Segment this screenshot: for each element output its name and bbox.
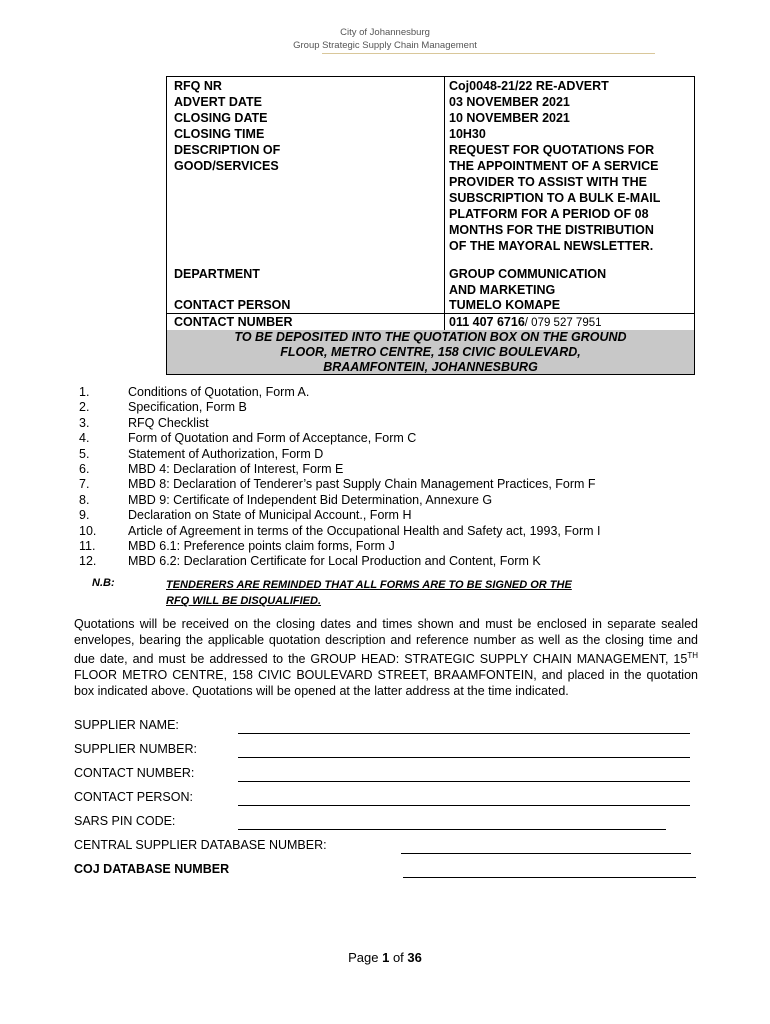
nb-notice: TENDERERS ARE REMINDED THAT ALL FORMS ARE TO BE SIGNED OR THE RFQ WILL BE DISQUALIFIED. [166, 579, 572, 607]
list-item: 9. Declaration on State of Municipal Account., Form H [79, 508, 412, 523]
rfq-nr-label: RFQ NR [174, 79, 222, 93]
advert-date-label: ADVERT DATE [174, 95, 262, 109]
required-forms-list [73, 385, 753, 570]
document-header [0, 26, 770, 52]
coj-database-number-field[interactable] [403, 877, 696, 878]
contact-number-alt: / 079 527 7951 [524, 317, 602, 329]
contact-number-label: CONTACT NUMBER [174, 315, 293, 329]
contact-number-value: 011 407 6716/ 079 527 7951 [449, 315, 602, 329]
department-label: DEPARTMENT [174, 267, 260, 281]
csd-number-label: CENTRAL SUPPLIER DATABASE NUMBER: [74, 838, 327, 852]
closing-date-label: CLOSING DATE [174, 111, 268, 125]
closing-date-value: 10 NOVEMBER 2021 [449, 111, 570, 125]
supplier-number-label: SUPPLIER NUMBER: [74, 742, 197, 756]
header-department: Group Strategic Supply Chain Management [293, 40, 477, 51]
description-label: DESCRIPTION OF GOOD/SERVICES [174, 143, 281, 173]
contact-number-field-label: CONTACT NUMBER: [74, 766, 195, 780]
submission-instructions-paragraph: Quotations will be received on the closing dates and times shown and must be enclosed in separate sealed envelopes, bearing the applicable quotation description and reference number as well as the closing time and due date, and must be addressed to the GROUP HEAD: STRATEGIC SUPPLY CHAIN MANAGEMENT, 15TH FLOOR METRO CENTRE, 158 CIVIC BOULEVARD STREET, BRAAMFONTEIN, and placed in the quotation box indicated above. Quotations will be opened at the latter address at the time indicated. [74, 617, 698, 699]
advert-date-value: 03 NOVEMBER 2021 [449, 95, 570, 109]
deposit-instructions-band: TO BE DEPOSITED INTO THE QUOTATION BOX ON THE GROUND FLOOR, METRO CENTRE, 158 CIVIC BOULEVARD, BRAAMFONTEIN, JOHANNESBURG [167, 330, 694, 374]
list-item: 12. MBD 6.2: Declaration Certificate for Local Production and Content, Form K [79, 554, 541, 569]
sars-pin-field[interactable] [238, 829, 666, 830]
contact-person-field-label: CONTACT PERSON: [74, 790, 193, 804]
supplier-name-label: SUPPLIER NAME: [74, 718, 179, 732]
contact-person-label: CONTACT PERSON [174, 298, 291, 312]
list-item: 1. Conditions of Quotation, Form A. [79, 385, 310, 399]
header-org: City of Johannesburg [340, 27, 430, 38]
nb-label: N.B: [92, 577, 115, 589]
rfq-nr-value: Coj0048-21/22 RE-ADVERT [449, 79, 609, 93]
list-item: 2. Specification, Form B [79, 400, 247, 415]
header-rule [322, 53, 655, 54]
list-item: 3. RFQ Checklist [79, 415, 209, 430]
list-item: 11. MBD 6.1: Preference points claim forms, Form J [79, 538, 395, 553]
list-item: 4. Form of Quotation and Form of Acceptance, Form C [79, 431, 417, 446]
contact-person-field[interactable] [238, 805, 690, 806]
supplier-number-field[interactable] [238, 757, 690, 758]
sars-pin-label: SARS PIN CODE: [74, 814, 176, 828]
list-item: 6. MBD 4: Declaration of Interest, Form E [79, 461, 344, 476]
contact-number-field[interactable] [238, 781, 690, 782]
csd-number-field[interactable] [401, 853, 691, 854]
rfq-info-table [166, 76, 695, 375]
closing-time-label: CLOSING TIME [174, 127, 265, 141]
closing-time-value: 10H30 [449, 127, 486, 141]
description-value: REQUEST FOR QUOTATIONS FOR THE APPOINTMENT OF A SERVICE PROVIDER TO ASSIST WITH THE SUBSCRIPTION TO A BULK E-MAIL PLATFORM FOR A PERIOD OF 08 MONTHS FOR THE DISTRIBUTION OF THE MAYORAL NEWSLETTER. [449, 143, 661, 253]
page-number: Page 1 of 36 [348, 950, 422, 965]
department-value: GROUP COMMUNICATION AND MARKETING [449, 267, 607, 297]
list-item: 10. Article of Agreement in terms of the Occupational Health and Safety act, 1993, Form I [79, 523, 601, 538]
coj-database-number-label: COJ DATABASE NUMBER [74, 862, 230, 876]
list-item: 7. MBD 8: Declaration of Tenderer’s past Supply Chain Management Practices, Form F [79, 477, 596, 492]
table-column-divider [444, 77, 445, 330]
list-item: 5. Statement of Authorization, Form D [79, 446, 324, 461]
supplier-name-field[interactable] [238, 733, 690, 734]
list-item: 8. MBD 9: Certificate of Independent Bid Determination, Annexure G [79, 492, 493, 507]
contact-person-value: TUMELO KOMAPE [449, 298, 561, 312]
